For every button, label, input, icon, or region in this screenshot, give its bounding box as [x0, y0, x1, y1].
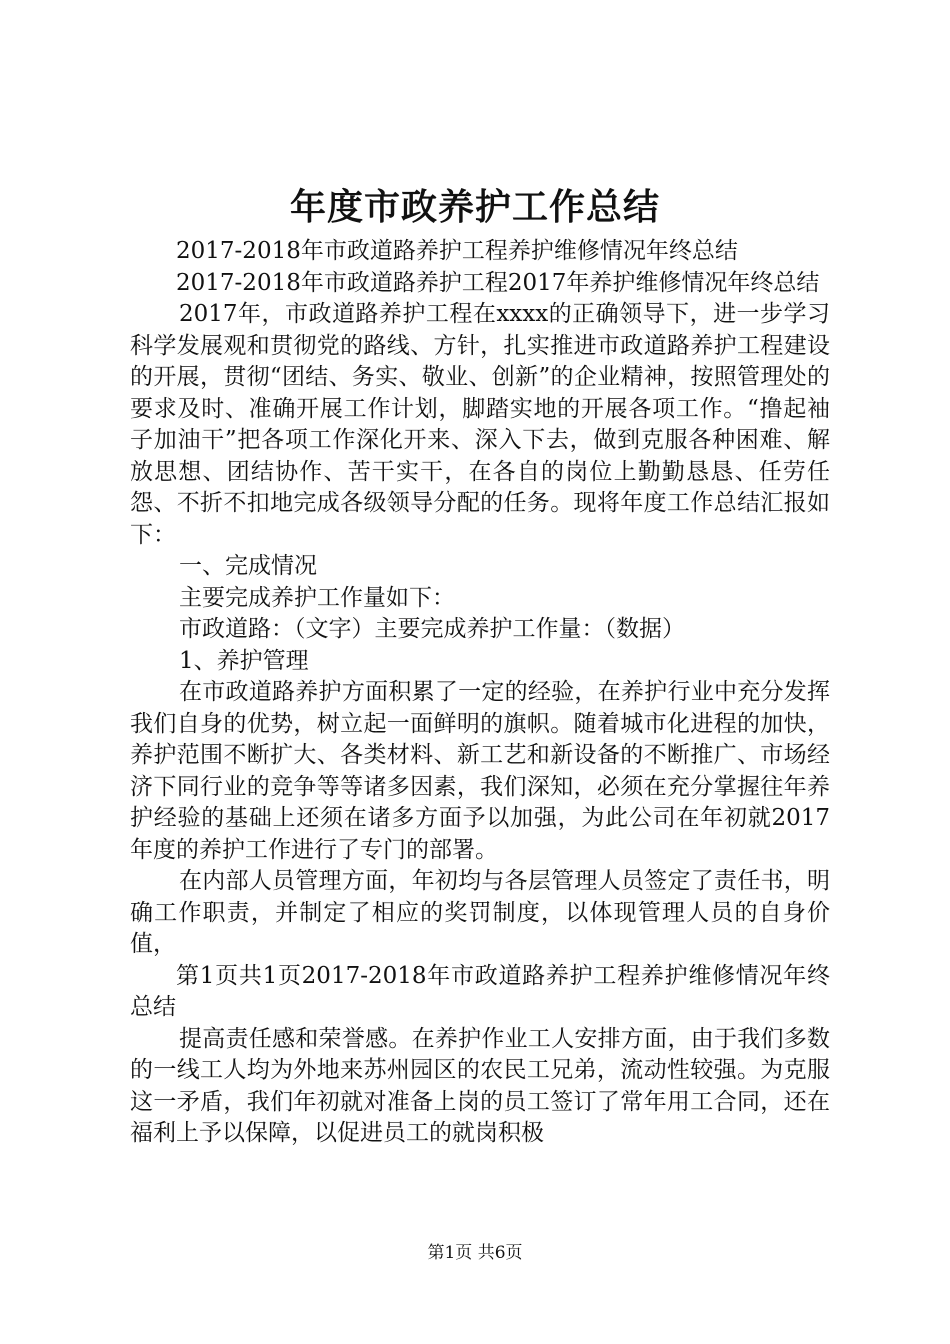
paragraph-workers: 提高责任感和荣誉感。在养护作业工人安排方面，由于我们多数的一线工人均为外地来苏州园区的农民工兄弟，流动性较强。为克服这一矛盾，我们年初就对准备上岗的员工签订了常年用工合同，还在福利上予以保障，以促进员工的就岗积极 — [130, 1025, 830, 1146]
paragraph-maintenance: 在市政道路养护方面积累了一定的经验，在养护行业中充分发挥我们自身的优势，树立起一面鲜明的旗帜。随着城市化进程的加快，养护范围不断扩大、各类材料、新工艺和新设备的不断推广、市场经济下同行业的竞争等等诸多因素，我们深知，必须在充分掌握往年养护经验的基础上还须在诸多方面予以加强，为此公司在年初就2017年度的养护工作进行了专门的部署。 — [130, 679, 830, 863]
paragraph-workload-intro: 主要完成养护工作量如下： — [179, 584, 455, 611]
paragraph-page-marker: 第1页共1页2017-2018年市政道路养护工程养护维修情况年终总结 — [130, 962, 830, 1020]
subsection-heading: 1、养护管理 — [179, 647, 309, 674]
paragraph-subtitle: 2017-2018年市政道路养护工程养护维修情况年终总结 — [176, 238, 738, 264]
paragraph-subtitle-full: 2017-2018年市政道路养护工程2017年养护维修情况年终总结 — [176, 269, 820, 296]
section-heading: 一、完成情况 — [179, 553, 317, 579]
paragraph-personnel: 在内部人员管理方面，年初均与各层管理人员签定了责任书，明确工作职责，并制定了相应的奖罚制度，以体现管理人员的自身价值， — [130, 868, 830, 957]
paragraph-workload-road: 市政道路：（文字）主要完成养护工作量：（数据） — [179, 616, 685, 642]
document-title: 年度市政养护工作总结 — [289, 186, 660, 228]
document-body — [130, 236, 830, 1150]
page-footer: 第1页 共6页 — [427, 1243, 523, 1263]
paragraph-intro: 2017年，市政道路养护工程在xxxx的正确领导下，进一步学习科学发展观和贯彻党的路线、方针，扎实推进市政道路养护工程建设的开展，贯彻“团结、务实、敬业、创新”的企业精神，按照管理处的要求及时、准确开展工作计划，脚踏实地的开展各项工作。“撸起袖子加油干”把各项工作深化开来、深入下去，做到克服各种困难、解放思想、团结协作、苦干实干，在各自的岗位上勤勤恳恳、任劳任怨、不折不扣地完成各级领导分配的任务。现将年度工作总结汇报如下： — [130, 301, 830, 548]
